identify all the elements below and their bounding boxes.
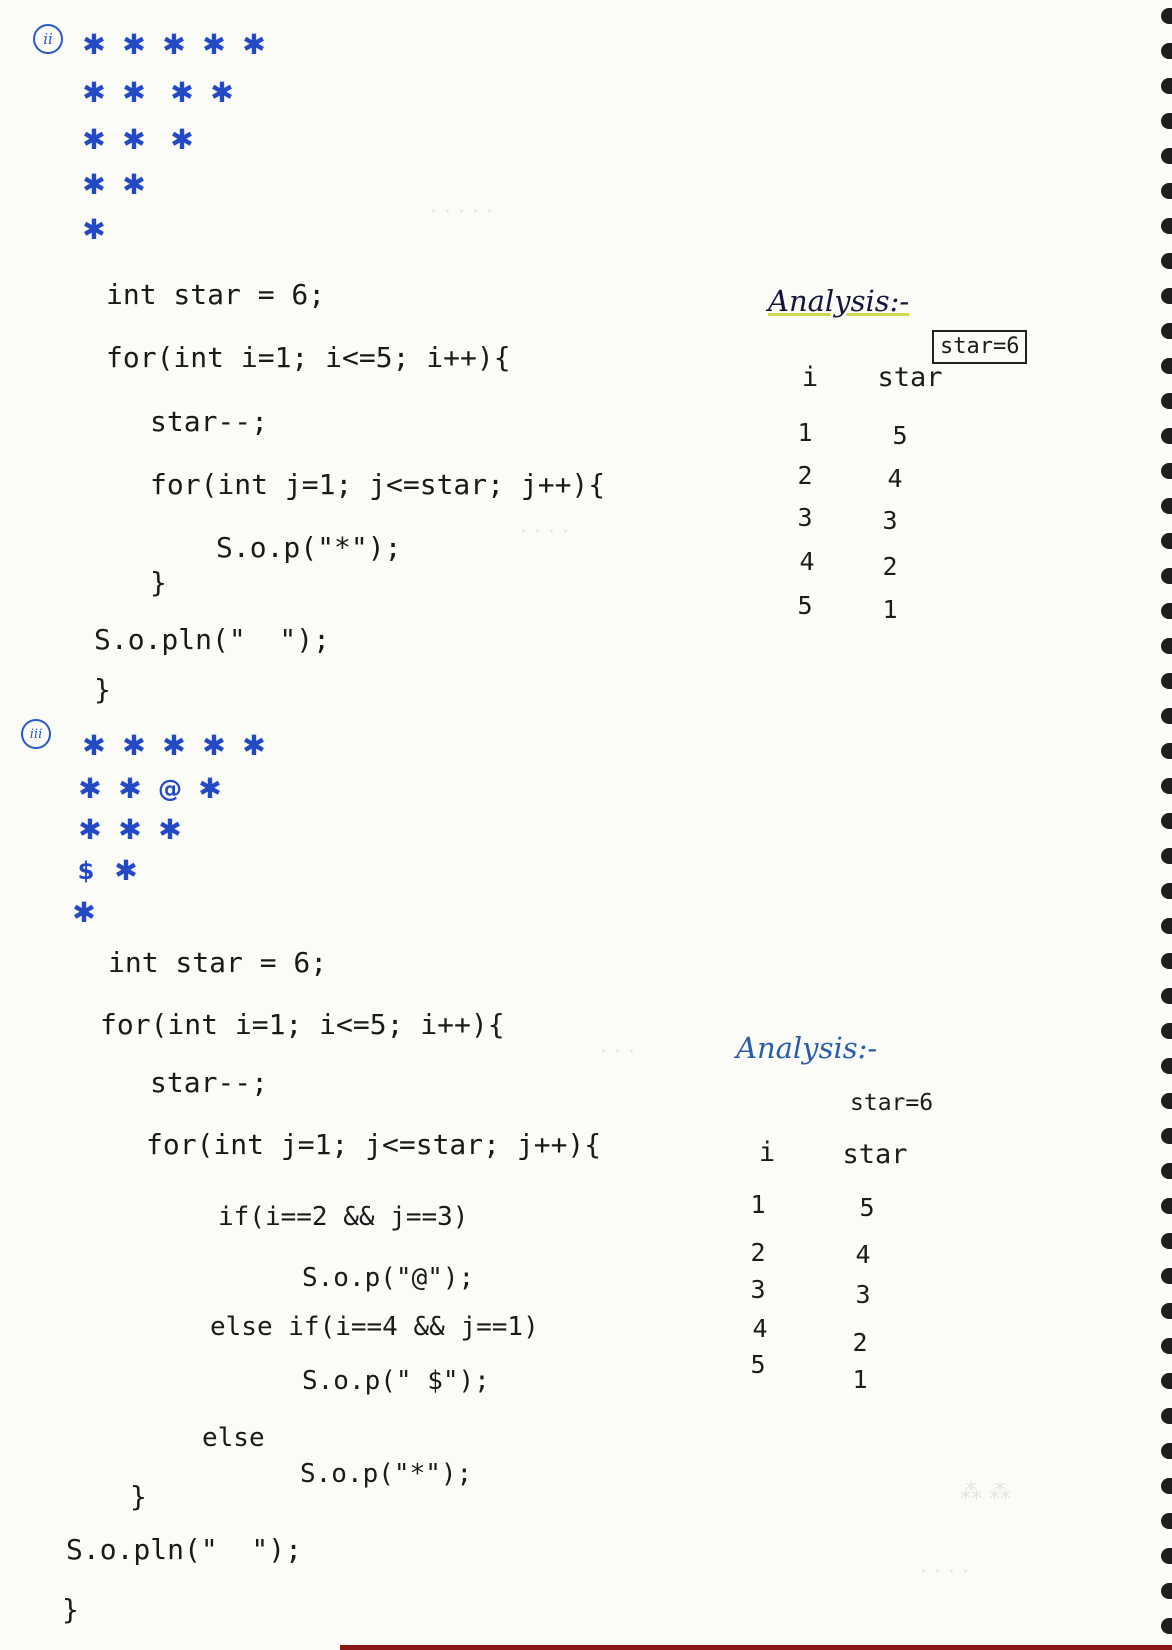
code-line: }	[94, 673, 111, 706]
binder-hole	[1161, 253, 1172, 269]
table-cell-star: 3	[882, 506, 898, 535]
pattern-row-1	[74, 27, 274, 63]
binder-hole	[1161, 1163, 1172, 1179]
binder-hole	[1161, 1408, 1172, 1424]
binder-hole	[1161, 183, 1172, 199]
table-cell-star: 4	[855, 1240, 871, 1269]
binder-holes	[1156, 0, 1172, 1650]
binder-hole	[1161, 568, 1172, 584]
binder-hole	[1161, 883, 1172, 899]
pattern-char: ✱	[114, 854, 138, 887]
code-line: for(int j=1; j<=star; j++){	[146, 1128, 602, 1161]
binder-hole	[1161, 78, 1172, 94]
pattern-char: ✱	[118, 813, 142, 846]
binder-hole	[1161, 603, 1172, 619]
code-line: star--;	[150, 405, 269, 438]
pattern-char: ✱	[78, 813, 102, 846]
bleed-through-mark: · · · ·	[920, 1560, 969, 1585]
binder-hole	[1161, 1443, 1172, 1459]
section-label-ii: ii	[33, 24, 63, 54]
pattern-char: ✱	[72, 896, 96, 929]
binder-hole	[1161, 148, 1172, 164]
code-line: S.o.p("@");	[302, 1263, 475, 1293]
pattern-row-3	[74, 122, 202, 158]
binder-hole	[1161, 813, 1172, 829]
binder-hole	[1161, 393, 1172, 409]
pattern-row-4	[66, 853, 146, 889]
code-line: int star = 6;	[106, 278, 326, 311]
code-line: S.o.p("*");	[216, 531, 402, 564]
table-header-i: i	[801, 362, 819, 393]
code-line: for(int i=1; i<=5; i++){	[100, 1008, 505, 1041]
binder-hole	[1161, 1058, 1172, 1074]
binder-hole	[1161, 498, 1172, 514]
code-line: for(int i=1; i<=5; i++){	[106, 341, 511, 374]
pattern-char: ✱	[82, 729, 106, 762]
pattern-char: ✱	[170, 76, 194, 109]
binder-hole	[1161, 743, 1172, 759]
pattern-char: ✱	[162, 28, 186, 61]
table-cell-i: 4	[752, 1314, 768, 1343]
code-line: S.o.pln(" ");	[66, 1533, 303, 1566]
code-line: }	[150, 566, 167, 599]
binder-hole	[1161, 1233, 1172, 1249]
code-line: else if(i==4 && j==1)	[210, 1312, 539, 1342]
binder-hole	[1161, 953, 1172, 969]
binder-hole	[1161, 638, 1172, 654]
pattern-char: ✱	[82, 123, 106, 156]
pattern-row-3	[70, 812, 190, 848]
pattern-char: ✱	[158, 813, 182, 846]
pattern-row-4	[74, 167, 154, 203]
pattern-char: ✱	[170, 123, 194, 156]
code-line: S.o.p(" $");	[302, 1366, 490, 1396]
binder-hole	[1161, 43, 1172, 59]
table-header-star: star	[842, 1139, 908, 1170]
binder-hole	[1161, 1303, 1172, 1319]
code-line: }	[62, 1593, 79, 1626]
table-cell-star: 5	[892, 421, 908, 450]
pattern-char: @	[158, 775, 182, 803]
binder-hole	[1161, 1268, 1172, 1284]
table-cell-i: 2	[750, 1238, 766, 1267]
pattern-char: ✱	[210, 76, 234, 109]
binder-hole	[1161, 1128, 1172, 1144]
binder-hole	[1161, 1513, 1172, 1529]
pattern-char: ✱	[82, 213, 106, 246]
analysis-title: Analysis:-	[736, 1031, 878, 1065]
binder-hole	[1161, 1093, 1172, 1109]
binder-hole	[1161, 1478, 1172, 1494]
table-header-star: star	[877, 362, 943, 393]
binder-hole	[1161, 323, 1172, 339]
pattern-char: $	[77, 857, 95, 885]
binder-hole	[1161, 1198, 1172, 1214]
bleed-through-mark: · · · · ·	[430, 200, 493, 225]
binder-hole	[1161, 918, 1172, 934]
binder-hole	[1161, 1618, 1172, 1634]
code-line: star--;	[150, 1066, 269, 1099]
table-cell-star: 3	[855, 1280, 871, 1309]
binder-hole	[1161, 428, 1172, 444]
pattern-char: ✱	[122, 76, 146, 109]
code-line: S.o.pln(" ");	[94, 623, 331, 656]
code-line: S.o.p("*");	[300, 1459, 473, 1489]
table-cell-star: 2	[852, 1328, 868, 1357]
bleed-through-mark: · · · ·	[520, 520, 569, 545]
table-cell-i: 3	[797, 503, 813, 532]
pattern-char: ✱	[82, 76, 106, 109]
pattern-row-1	[74, 728, 274, 764]
pattern-char: ✱	[82, 168, 106, 201]
initial-value-note: star=6	[850, 1090, 934, 1116]
binder-hole	[1161, 288, 1172, 304]
pattern-char: ✱	[78, 772, 102, 805]
binder-hole	[1161, 778, 1172, 794]
code-line: else	[202, 1423, 265, 1453]
binder-hole	[1161, 463, 1172, 479]
bleed-through-mark: · · ·	[600, 1040, 635, 1065]
table-cell-star: 4	[887, 464, 903, 493]
table-cell-star: 5	[859, 1193, 875, 1222]
pattern-char: ✱	[122, 168, 146, 201]
pattern-row-5	[74, 212, 114, 248]
section-label-iii: iii	[21, 719, 51, 749]
pattern-row-2	[70, 771, 230, 807]
binder-hole	[1161, 218, 1172, 234]
table-cell-star: 1	[882, 595, 898, 624]
binder-hole	[1161, 1583, 1172, 1599]
pattern-char: ✱	[202, 28, 226, 61]
pattern-char: ✱	[198, 772, 222, 805]
pattern-char: ✱	[122, 28, 146, 61]
table-header-i: i	[758, 1137, 776, 1168]
pattern-row-5	[64, 895, 104, 931]
binder-hole	[1161, 533, 1172, 549]
pattern-char: ✱	[242, 729, 266, 762]
table-cell-i: 3	[750, 1275, 766, 1304]
table-cell-star: 2	[882, 552, 898, 581]
table-cell-i: 4	[799, 547, 815, 576]
binder-hole	[1161, 113, 1172, 129]
code-line: if(i==2 && j==3)	[218, 1202, 469, 1232]
binder-hole	[1161, 1338, 1172, 1354]
code-line: for(int j=1; j<=star; j++){	[150, 468, 606, 501]
table-cell-i: 5	[750, 1350, 766, 1379]
analysis-title: Analysis:-	[768, 284, 910, 318]
pattern-char: ✱	[122, 123, 146, 156]
pattern-char: ✱	[82, 28, 106, 61]
pattern-char: ✱	[122, 729, 146, 762]
pattern-char: ✱	[242, 28, 266, 61]
code-line: }	[130, 1480, 147, 1513]
initial-value-note: star=6	[932, 330, 1027, 364]
table-cell-i: 2	[797, 461, 813, 490]
binder-hole	[1161, 1548, 1172, 1564]
pattern-row-2	[74, 75, 242, 111]
table-cell-i: 1	[750, 1190, 766, 1219]
table-cell-i: 5	[797, 591, 813, 620]
binder-hole	[1161, 848, 1172, 864]
pattern-char: ✱	[118, 772, 142, 805]
pattern-char: ✱	[202, 729, 226, 762]
binder-hole	[1161, 988, 1172, 1004]
binder-hole	[1161, 358, 1172, 374]
binder-hole	[1161, 8, 1172, 24]
binder-hole	[1161, 1023, 1172, 1039]
bleed-through-mark: ⁂ ⁂	[960, 1480, 1011, 1505]
page-bottom-edge	[340, 1645, 1172, 1650]
pattern-char: ✱	[162, 729, 186, 762]
table-cell-star: 1	[852, 1365, 868, 1394]
binder-hole	[1161, 673, 1172, 689]
table-cell-i: 1	[797, 418, 813, 447]
binder-hole	[1161, 1373, 1172, 1389]
code-line: int star = 6;	[108, 946, 328, 979]
binder-hole	[1161, 708, 1172, 724]
